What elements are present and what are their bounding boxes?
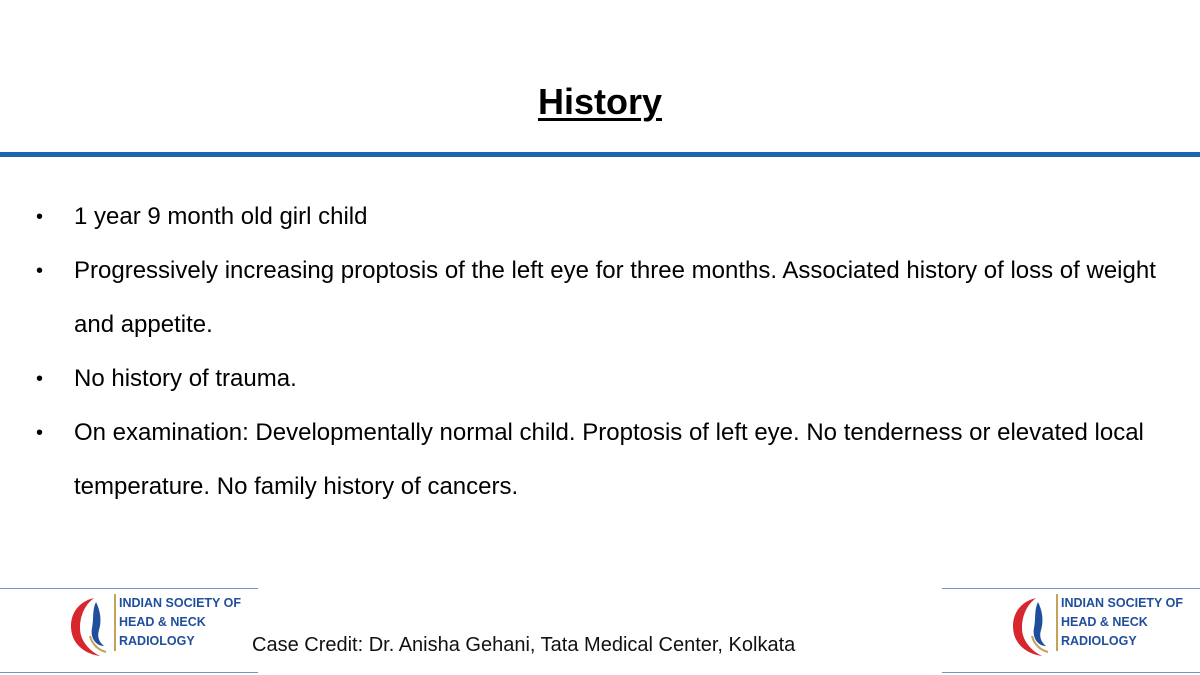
- isnhr-logo-icon: [1008, 590, 1058, 660]
- bullet-text: On examination: Developmentally normal child. Proptosis of left eye. No tenderness or elevated local temperature. No family history of cancers.: [74, 419, 1144, 500]
- logo-line-3: RADIOLOGY: [1061, 634, 1137, 648]
- bullet-item: [34, 244, 1174, 352]
- history-bullet-list: [34, 190, 1174, 514]
- bullet-icon: •: [36, 422, 44, 444]
- case-credit: Case Credit: Dr. Anisha Gehani, Tata Medical Center, Kolkata: [252, 634, 796, 656]
- society-logo-left: [66, 590, 266, 660]
- footer-rule-right-bottom: [942, 672, 1200, 673]
- footer-rule-right-top: [942, 588, 1200, 589]
- logo-line-1: INDIAN SOCIETY OF: [119, 596, 242, 610]
- bullet-icon: •: [36, 206, 44, 228]
- bullet-item: [34, 190, 1174, 244]
- isnhr-logo-icon: [66, 590, 116, 660]
- logo-line-1: INDIAN SOCIETY OF: [1061, 596, 1184, 610]
- slide-title: History: [537, 81, 663, 122]
- logo-wordmark: [1056, 594, 1183, 651]
- bullet-icon: •: [36, 368, 44, 390]
- bullet-item: [34, 406, 1174, 514]
- logo-line-3: RADIOLOGY: [119, 634, 195, 648]
- bullet-icon: •: [36, 260, 44, 282]
- footer-rule-left-bottom: [0, 672, 258, 673]
- bullet-item: [34, 352, 1174, 406]
- bullet-text: 1 year 9 month old girl child: [74, 203, 368, 230]
- bullet-text: Progressively increasing proptosis of the left eye for three months. Associated history of loss of weight and appetite.: [74, 257, 1156, 338]
- logo-wordmark: [114, 594, 241, 651]
- bullet-text: No history of trauma.: [74, 365, 297, 392]
- footer-rule-left-top: [0, 588, 258, 589]
- title-divider: [0, 152, 1200, 157]
- logo-line-2: HEAD & NECK: [119, 615, 206, 629]
- society-logo-right: [1008, 590, 1198, 660]
- logo-line-2: HEAD & NECK: [1061, 615, 1148, 629]
